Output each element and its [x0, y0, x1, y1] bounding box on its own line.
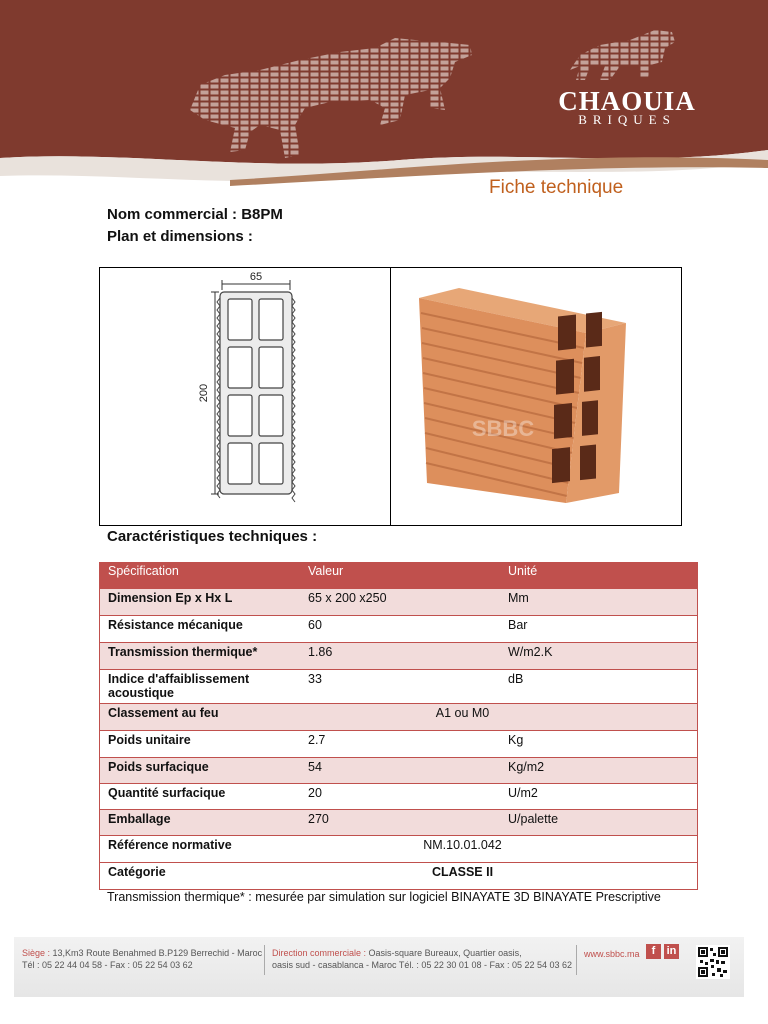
brand-name: CHAOUIA	[558, 86, 696, 116]
row-unit: Kg/m2	[500, 758, 698, 784]
row-value: 33	[300, 670, 500, 704]
direction-address: Oasis-square Bureaux, Quartier oasis,	[368, 948, 522, 958]
row-name: Quantité surfacique	[100, 784, 301, 810]
photo-watermark: SBBC	[471, 416, 535, 441]
header-specification: Spécification	[100, 562, 301, 589]
siege-phone: Tél : 05 22 44 04 58 - Fax : 05 22 54 03 62	[22, 960, 193, 970]
siege-address: 13,Km3 Route Benahmed B.P129 Berrechid - Maroc	[52, 948, 263, 958]
direction-label: Direction commerciale :	[272, 948, 367, 958]
row-name: Catégorie	[100, 863, 301, 890]
footer-divider	[264, 945, 265, 975]
row-unit: U/palette	[500, 810, 698, 836]
row-name: Poids unitaire	[100, 731, 301, 758]
specs-section-title: Caractéristiques techniques :	[107, 528, 318, 545]
header-band	[0, 0, 768, 200]
table-row	[100, 758, 698, 784]
siege-label: Siège :	[22, 948, 51, 958]
facebook-icon[interactable]: f	[646, 944, 661, 959]
direction-phone: oasis sud - casablanca - Maroc Tél. : 05 22 30 01 08 - Fax : 05 22 54 03 62	[272, 960, 573, 970]
footer-siege	[22, 947, 262, 971]
specs-table	[99, 562, 698, 890]
row-value: 2.7	[300, 731, 500, 758]
table-row	[100, 704, 698, 731]
table-row	[100, 810, 698, 836]
row-value: 65 x 200 x250	[300, 589, 500, 616]
commercial-name: Nom commercial : B8PM	[107, 206, 283, 223]
linkedin-icon[interactable]: in	[664, 944, 679, 959]
table-row	[100, 836, 698, 863]
row-name: Résistance mécanique	[100, 616, 301, 643]
row-value: 60	[300, 616, 500, 643]
table-row	[100, 616, 698, 643]
row-name: Transmission thermique*	[100, 643, 301, 670]
technical-drawing-cell	[100, 268, 391, 525]
row-value: 270	[300, 810, 500, 836]
footnote: Transmission thermique* : mesurée par simulation sur logiciel BINAYATE 3D BINAYATE Prescriptive	[107, 890, 661, 904]
height-dimension-label: 200	[198, 383, 210, 403]
row-unit: dB	[500, 670, 698, 704]
row-name: Classement au feu	[100, 704, 301, 731]
brick-photo	[391, 268, 681, 525]
row-value: 20	[300, 784, 500, 810]
row-unit: Kg	[500, 731, 698, 758]
table-row	[100, 670, 698, 704]
row-unit: Bar	[500, 616, 698, 643]
document-title: Fiche technique	[489, 177, 624, 198]
row-unit: Mm	[500, 589, 698, 616]
website-link[interactable]: www.sbbc.ma	[584, 949, 640, 959]
table-row	[100, 643, 698, 670]
row-value: 1.86	[300, 643, 500, 670]
brick-photo-cell	[391, 268, 681, 525]
header-value: Valeur	[300, 562, 500, 589]
row-value: 54	[300, 758, 500, 784]
row-name: Indice d'affaiblissement acoustique	[100, 670, 301, 704]
plan-dimensions-label: Plan et dimensions :	[107, 228, 253, 245]
brand-subtitle: BRIQUES	[578, 112, 676, 127]
header-unit: Unité	[500, 562, 698, 589]
row-value: NM.10.01.042	[300, 836, 698, 863]
row-unit: U/m2	[500, 784, 698, 810]
table-row	[100, 863, 698, 890]
row-value: A1 ou M0	[300, 704, 698, 731]
table-row	[100, 784, 698, 810]
figures-box	[99, 267, 682, 526]
brick-cross-section-drawing	[100, 268, 390, 525]
row-name: Dimension Ep x Hx L	[100, 589, 301, 616]
row-unit: W/m2.K	[500, 643, 698, 670]
qr-code-icon	[696, 945, 730, 979]
row-name: Référence normative	[100, 836, 301, 863]
footer-direction	[272, 947, 572, 971]
table-header-row	[100, 562, 698, 589]
footer	[14, 937, 744, 997]
row-name: Emballage	[100, 810, 301, 836]
table-row	[100, 589, 698, 616]
width-dimension-label: 65	[249, 271, 263, 283]
table-row	[100, 731, 698, 758]
row-name: Poids surfacique	[100, 758, 301, 784]
footer-divider	[576, 945, 577, 975]
row-value: CLASSE II	[300, 863, 698, 890]
